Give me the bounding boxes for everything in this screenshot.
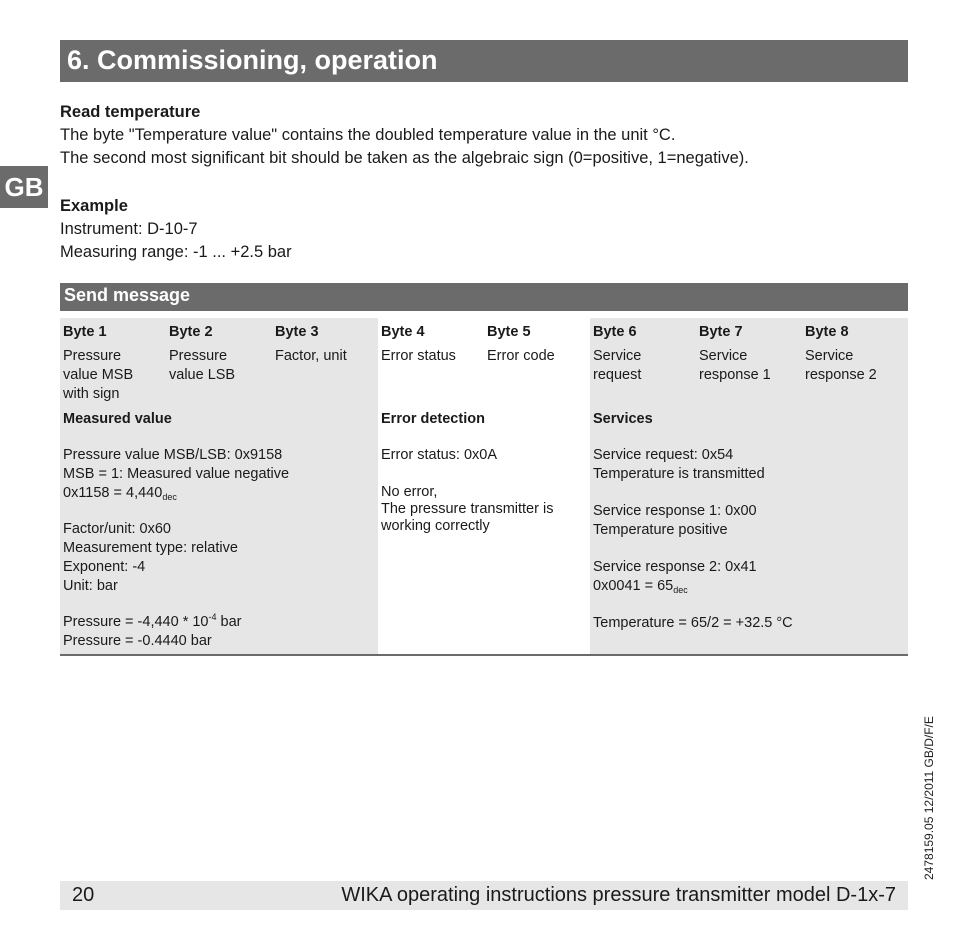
superscript-exponent: -4 (208, 612, 217, 622)
example-block (60, 195, 292, 264)
byte-5-description (487, 347, 555, 366)
measured-line: Unit: bar (63, 578, 118, 594)
measured-dec-value: 0x1158 = 4,440 (63, 485, 163, 501)
error-detection-heading: Error detection (381, 411, 485, 427)
page-footer (60, 881, 908, 910)
send-message-bar (60, 283, 908, 311)
byte-1-header: Byte 1 (63, 324, 107, 340)
read-temperature-heading: Read temperature (60, 103, 201, 121)
page-number: 20 (72, 884, 95, 906)
byte-4-desc-line: Error status (381, 348, 456, 364)
spacer (63, 503, 289, 520)
error-line: Error status: 0x0A (381, 447, 498, 463)
byte-4-header: Byte 4 (381, 324, 425, 340)
byte-8-desc-line: Service (805, 348, 854, 364)
byte-8-desc-line: response 2 (805, 367, 877, 383)
measured-line: Pressure value MSB/LSB: 0x9158 (63, 447, 283, 463)
error-line: The pressure transmitter is (381, 501, 554, 517)
send-message-table (60, 318, 908, 654)
error-detection-text (381, 446, 553, 536)
byte-7-description (699, 347, 771, 385)
byte-5-desc-line: Error code (487, 348, 555, 364)
measured-value-text (63, 446, 289, 651)
byte-8-header: Byte 8 (805, 324, 849, 340)
byte-5-header: Byte 5 (487, 324, 531, 340)
services-heading: Services (593, 411, 653, 427)
subscript-dec: dec (673, 585, 688, 595)
measured-line: Pressure = -0.4440 bar (63, 633, 212, 649)
services-dec-value: 0x0041 = 65 (593, 578, 674, 594)
pressure-formula-unit: bar (216, 614, 242, 630)
byte-2-description (169, 347, 235, 385)
send-message-title: Send message (64, 285, 191, 305)
footer-title: WIKA operating instructions pressure transmitter model D-1x-7 (341, 884, 896, 906)
spacer (593, 484, 793, 502)
services-line: Service request: 0x54 (593, 447, 734, 463)
byte-1-description (63, 347, 133, 404)
services-line-dec (593, 577, 793, 596)
services-line: Temperature = 65/2 = +32.5 °C (593, 615, 793, 631)
example-range: Measuring range: -1 ... +2.5 bar (60, 243, 292, 261)
subscript-dec: dec (162, 492, 177, 502)
document-code: 2478159.05 12/2011 GB/D/F/E (922, 716, 936, 880)
spacer (63, 596, 289, 613)
services-text (593, 446, 793, 633)
services-line: Service response 1: 0x00 (593, 503, 757, 519)
read-temperature-line-2: The second most significant bit should be taken as the algebraic sign (0=positive, 1=negative). (60, 149, 749, 167)
measured-line: MSB = 1: Measured value negative (63, 466, 290, 482)
byte-1-desc-line: with sign (63, 386, 120, 402)
byte-7-desc-line: response 1 (699, 367, 771, 383)
byte-4-description (381, 347, 456, 366)
example-heading: Example (60, 197, 128, 215)
byte-2-desc-line: value LSB (169, 367, 236, 383)
error-line: working correctly (381, 518, 490, 534)
language-tab-gb: GB (0, 166, 48, 208)
byte-6-header: Byte 6 (593, 324, 637, 340)
spacer (593, 596, 793, 614)
measured-line: Factor/unit: 0x60 (63, 521, 171, 537)
byte-1-desc-line: Pressure (63, 348, 122, 364)
section-header (60, 40, 908, 82)
spacer (381, 465, 553, 484)
services-line: Temperature is transmitted (593, 466, 765, 482)
section-title: 6. Commissioning, operation (67, 45, 438, 75)
read-temperature-line-1: The byte "Temperature value" contains the doubled temperature value in the unit °C. (60, 126, 676, 144)
byte-3-desc-line: Factor, unit (275, 348, 347, 364)
measured-line-dec (63, 484, 289, 503)
byte-3-description (275, 347, 347, 366)
byte-3-header: Byte 3 (275, 324, 319, 340)
error-line: No error, (381, 484, 438, 500)
measured-line: Exponent: -4 (63, 559, 146, 575)
byte-6-description (593, 347, 641, 385)
pressure-formula-text: Pressure = -4,440 * 10 (63, 614, 209, 630)
read-temperature-block (60, 101, 749, 170)
table-bottom-rule (60, 654, 908, 656)
byte-2-header: Byte 2 (169, 324, 213, 340)
measured-line: Measurement type: relative (63, 540, 238, 556)
measured-pressure-formula (63, 613, 289, 632)
byte-8-description (805, 347, 877, 385)
byte-6-desc-line: Service (593, 348, 642, 364)
byte-7-desc-line: Service (699, 348, 748, 364)
byte-1-desc-line: value MSB (63, 367, 134, 383)
example-instrument: Instrument: D-10-7 (60, 220, 198, 238)
byte-6-desc-line: request (593, 367, 642, 383)
services-line: Temperature positive (593, 522, 728, 538)
services-line: Service response 2: 0x41 (593, 559, 757, 575)
byte-7-header: Byte 7 (699, 324, 743, 340)
spacer (593, 540, 793, 558)
measured-value-heading: Measured value (63, 411, 172, 427)
byte-2-desc-line: Pressure (169, 348, 228, 364)
